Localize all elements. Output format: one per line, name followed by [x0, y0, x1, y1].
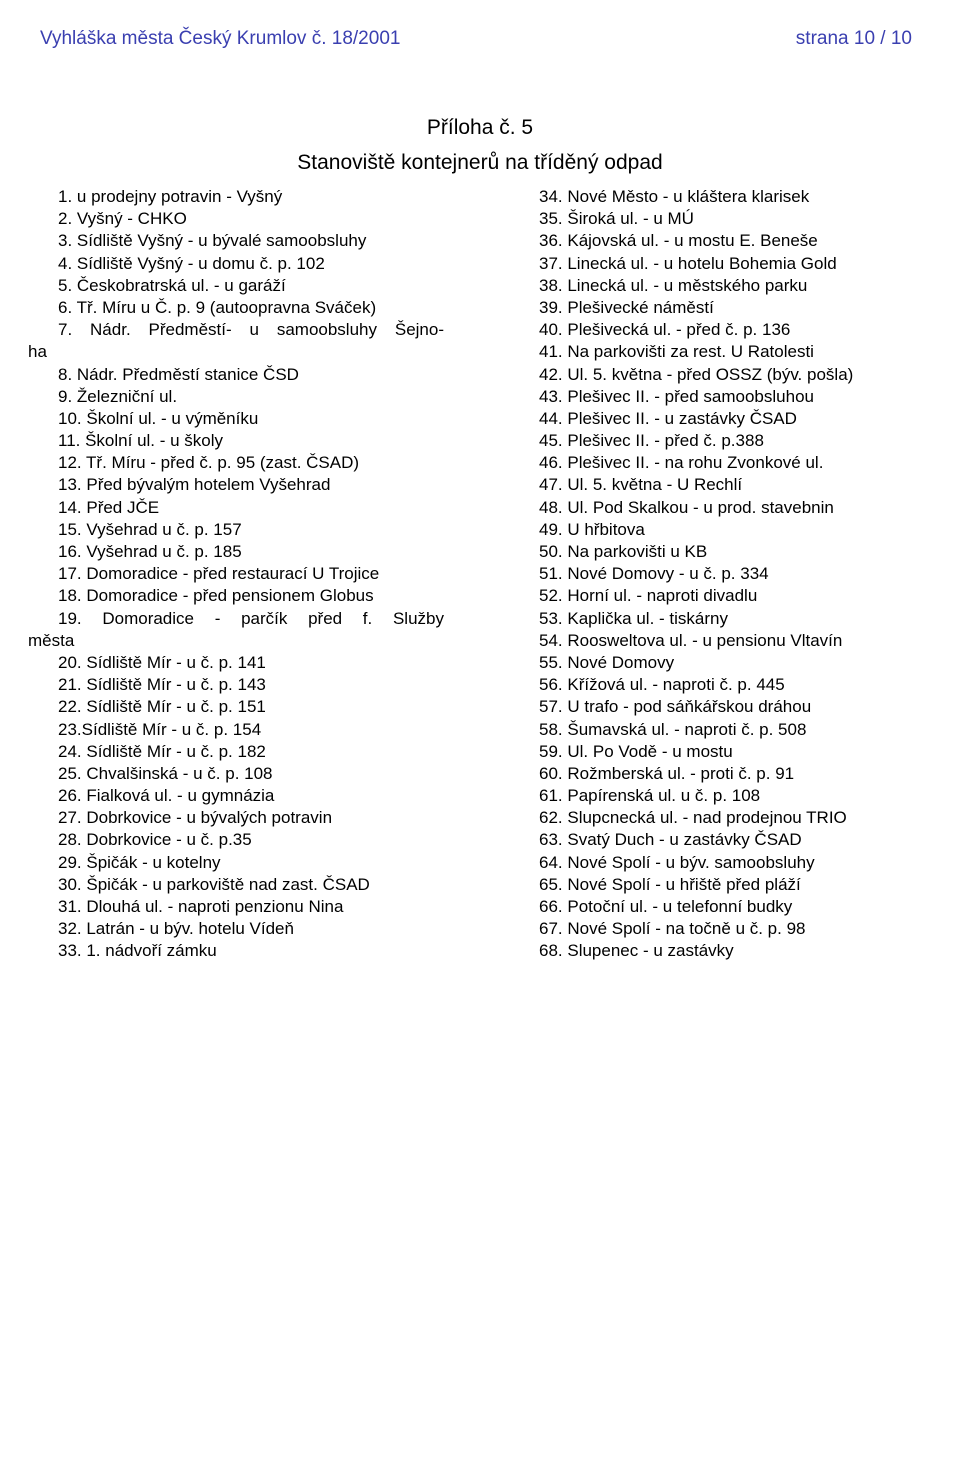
- list-item: 65. Nové Spolí - u hřiště před pláží: [539, 874, 801, 894]
- list-item: 48. Ul. Pod Skalkou - u prod. stavebnin: [539, 497, 834, 517]
- list-item: 28. Dobrkovice - u č. p.35: [58, 830, 252, 850]
- list-item: 46. Plešivec II. - na rohu Zvonkové ul.: [539, 453, 824, 473]
- list-item: 25. Chvalšinská - u č. p. 108: [58, 763, 273, 783]
- annex-subtitle: Stanoviště kontejnerů na tříděný odpad: [297, 151, 663, 174]
- list-item: 56. Křížová ul. - naproti č. p. 445: [539, 675, 785, 695]
- list-item: 3. Sídliště Vyšný - u bývalé samoobsluhy: [58, 231, 367, 251]
- list-item: 67. Nové Spolí - na točně u č. p. 98: [539, 919, 806, 939]
- list-item: 13. Před bývalým hotelem Vyšehrad: [58, 475, 331, 495]
- list-item: 30. Špičák - u parkoviště nad zast. ČSAD: [58, 874, 370, 894]
- list-item: 58. Šumavská ul. - naproti č. p. 508: [539, 719, 807, 739]
- list-item: 9. Železniční ul.: [58, 386, 178, 406]
- list-item: 19. Domoradice - parčík před f. Služby: [58, 608, 444, 628]
- list-item: 12. Tř. Míru - před č. p. 95 (zast. ČSAD): [58, 453, 360, 473]
- list-item: 38. Linecká ul. - u městského parku: [539, 275, 808, 295]
- list-item: 4. Sídliště Vyšný - u domu č. p. 102: [58, 253, 325, 273]
- list-item: 49. U hřbitova: [539, 519, 645, 539]
- list-item: 37. Linecká ul. - u hotelu Bohemia Gold: [539, 253, 837, 273]
- list-item: 22. Sídliště Mír - u č. p. 151: [58, 697, 266, 717]
- list-item: 41. Na parkovišti za rest. U Ratolesti: [539, 342, 814, 362]
- list-item: 16. Vyšehrad u č. p. 185: [58, 542, 242, 561]
- right-list: [539, 186, 939, 963]
- list-item: 21. Sídliště Mír - u č. p. 143: [58, 675, 266, 695]
- list-item: 40. Plešivecká ul. - před č. p. 136: [539, 320, 791, 340]
- list-item: 6. Tř. Míru u Č. p. 9 (autoopravna Sváček): [58, 297, 377, 317]
- list-item: 39. Plešivecké náměstí: [539, 297, 714, 317]
- list-item: 32. Latrán - u býv. hotelu Vídeň: [58, 919, 294, 939]
- list-item: 59. Ul. Po Vodě - u mostu: [539, 741, 733, 761]
- document-title: Vyhláška města Český Krumlov č. 18/2001: [40, 28, 401, 49]
- list-item: 57. U trafo - pod sáňkářskou dráhou: [539, 697, 812, 717]
- list-item: 14. Před JČE: [58, 497, 160, 517]
- list-item: 5. Českobratrská ul. - u garáží: [58, 275, 286, 295]
- annex-title: Příloha č. 5: [426, 116, 534, 139]
- list-item: 60. Rožmberská ul. - proti č. p. 91: [539, 763, 795, 783]
- page-number: strana 10 / 10: [795, 28, 912, 49]
- list-item: 29. Špičák - u kotelny: [58, 852, 221, 872]
- left-list: [28, 186, 444, 963]
- list-item: 31. Dlouhá ul. - naproti penzionu Nina: [58, 897, 344, 916]
- page-header: [40, 28, 912, 56]
- list-item: 63. Svatý Duch - u zastávky ČSAD: [539, 830, 802, 850]
- list-item: 11. Školní ul. - u školy: [58, 431, 224, 451]
- list-item-continuation: ha: [28, 342, 47, 362]
- list-item: 7. Nádr. Předměstí- u samoobsluhy Šejno-: [58, 320, 444, 340]
- list-item: 45. Plešivec II. - před č. p.388: [539, 431, 764, 451]
- list-item: 53. Kaplička ul. - tiskárny: [539, 608, 728, 628]
- list-item-continuation: města: [28, 630, 75, 650]
- list-item: 10. Školní ul. - u výměníku: [58, 408, 259, 428]
- list-item: 64. Nové Spolí - u býv. samoobsluhy: [539, 852, 815, 872]
- list-item: 1. u prodejny potravin - Vyšný: [58, 187, 283, 206]
- list-item: 61. Papírenská ul. u č. p. 108: [539, 786, 761, 806]
- list-item: 42. Ul. 5. května - před OSSZ (býv. pošla): [539, 364, 854, 384]
- list-item: 44. Plešivec II. - u zastávky ČSAD: [539, 408, 797, 428]
- list-item: 50. Na parkovišti u KB: [539, 542, 708, 561]
- list-item: 18. Domoradice - před pensionem Globus: [58, 586, 374, 606]
- list-item: 27. Dobrkovice - u bývalých potravin: [58, 808, 333, 828]
- list-item: 24. Sídliště Mír - u č. p. 182: [58, 741, 266, 761]
- list-item: 54. Roosweltova ul. - u pensionu Vltavín: [539, 630, 843, 650]
- list-item: 17. Domoradice - před restaurací U Trojice: [58, 564, 380, 584]
- list-item: 2. Vyšný - CHKO: [58, 209, 187, 229]
- list-item: 55. Nové Domovy: [539, 652, 675, 672]
- list-item: 35. Široká ul. - u MÚ: [539, 209, 694, 229]
- list-item: 47. Ul. 5. května - U Rechlí: [539, 475, 743, 495]
- list-item: 43. Plešivec II. - před samoobsluhou: [539, 386, 814, 406]
- list-item: 15. Vyšehrad u č. p. 157: [58, 519, 242, 539]
- list-item: 20. Sídliště Mír - u č. p. 141: [58, 652, 266, 672]
- list-item: 33. 1. nádvoří zámku: [58, 941, 217, 961]
- list-item: 26. Fialková ul. - u gymnázia: [58, 786, 275, 806]
- list-item: 66. Potoční ul. - u telefonní budky: [539, 897, 793, 916]
- list-item: 68. Slupenec - u zastávky: [539, 941, 734, 961]
- list-item: 34. Nové Město - u kláštera klarisek: [539, 187, 810, 206]
- list-item: 52. Horní ul. - naproti divadlu: [539, 586, 758, 606]
- list-item: 23.Sídliště Mír - u č. p. 154: [58, 719, 262, 739]
- list-item: 62. Slupcnecká ul. - nad prodejnou TRIO: [539, 808, 847, 828]
- list-item: 36. Kájovská ul. - u mostu E. Beneše: [539, 231, 818, 251]
- list-item: 8. Nádr. Předměstí stanice ČSD: [58, 364, 299, 384]
- list-item: 51. Nové Domovy - u č. p. 334: [539, 564, 769, 584]
